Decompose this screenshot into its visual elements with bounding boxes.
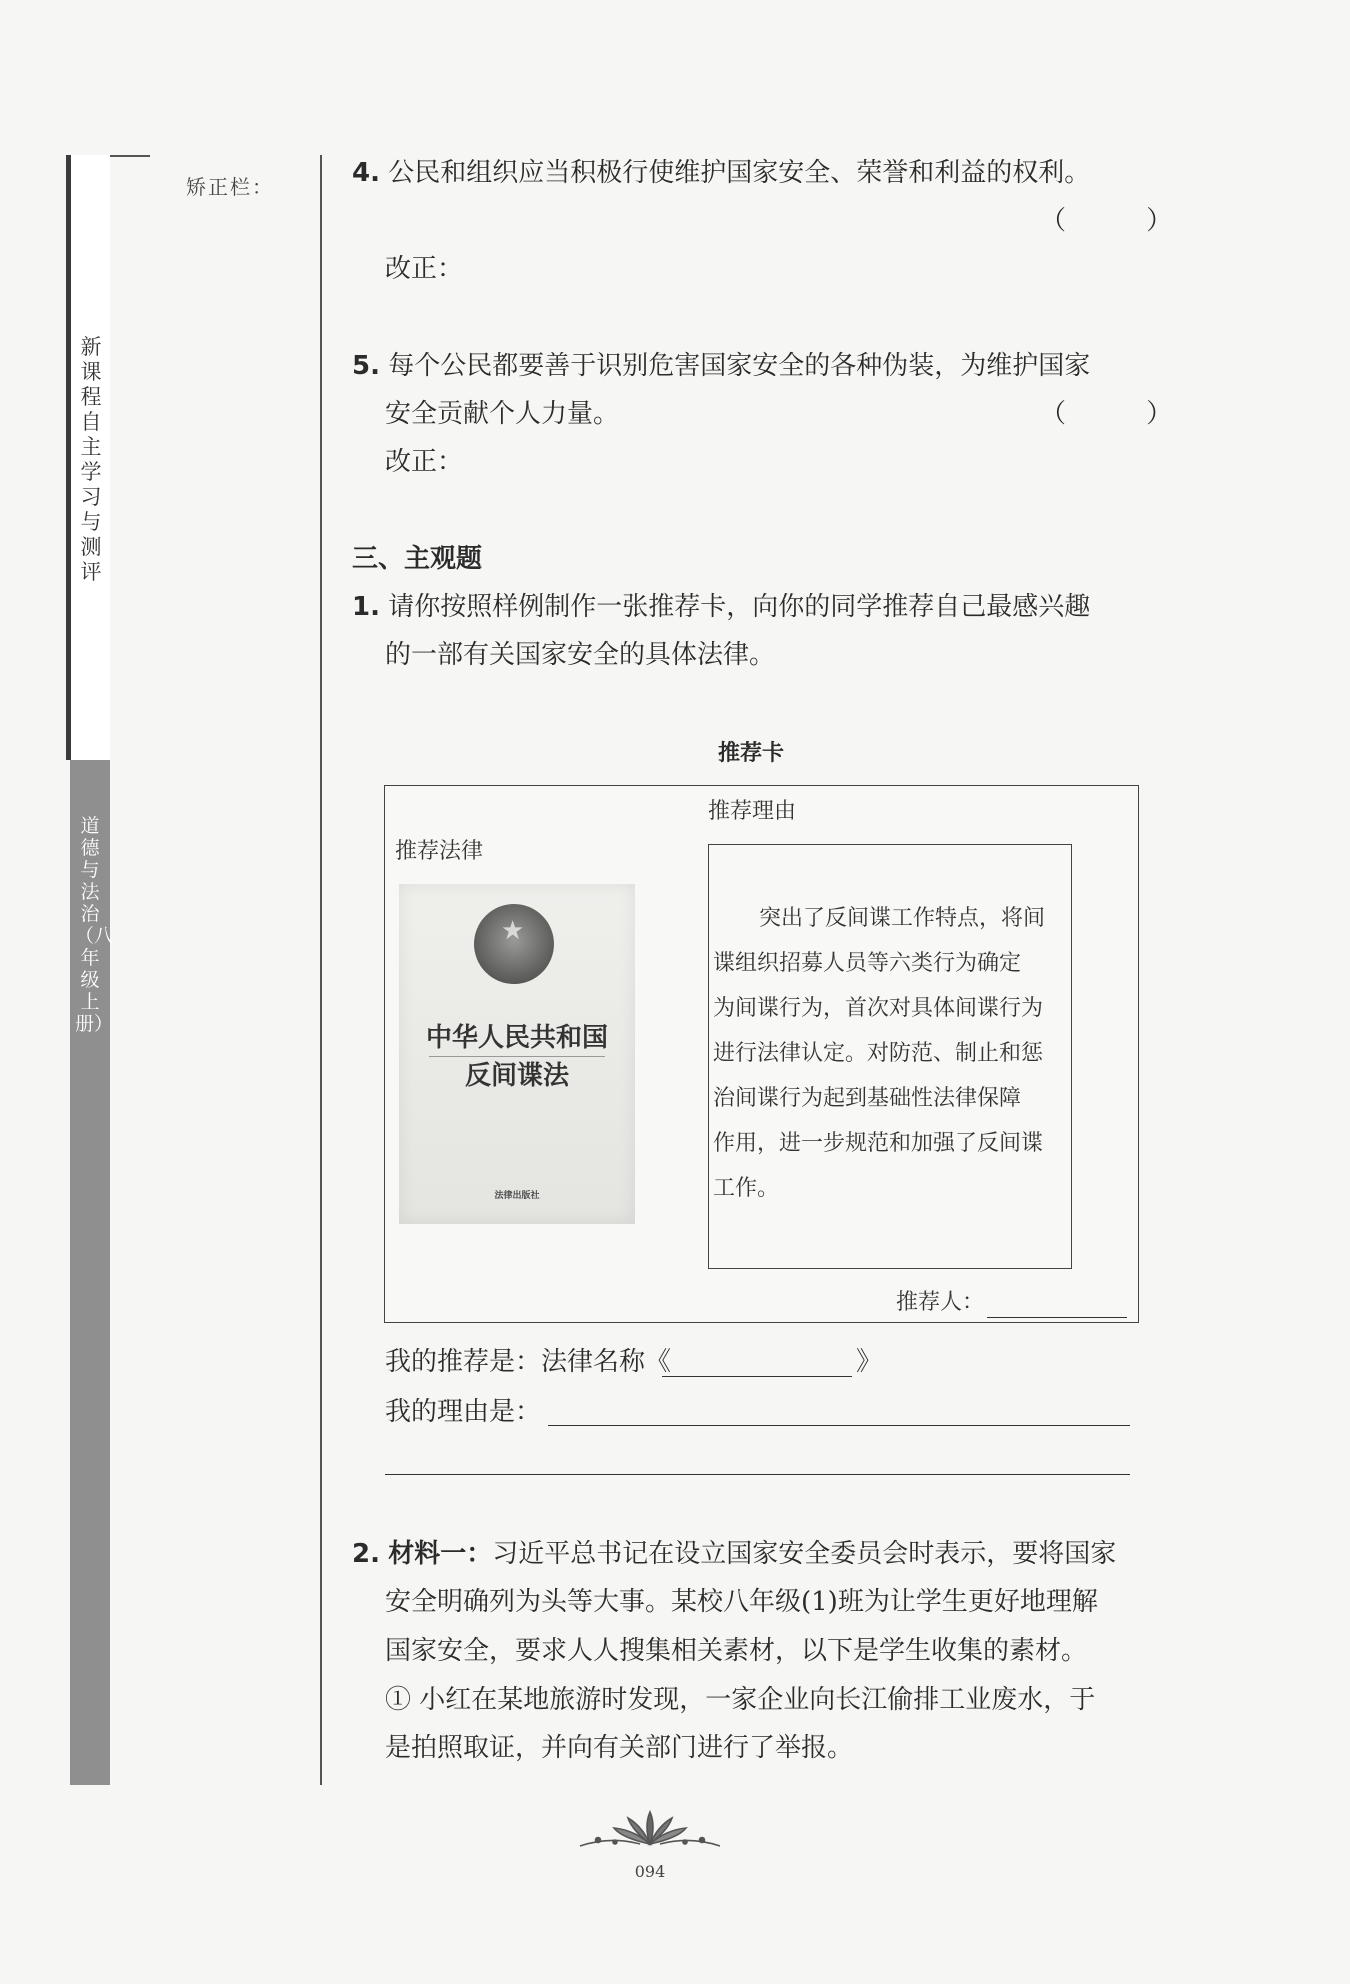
- section-heading: 三、主观题: [352, 544, 483, 574]
- subjective-question-2-line4: ① 小红在某地旅游时发现，一家企业向长江偷排工业废水，于: [385, 1685, 1096, 1715]
- subjective-question-2-number: 2.: [352, 1539, 380, 1569]
- reason-line: 治间谍行为起到基础性法律保障: [713, 1086, 1022, 1111]
- reason-box: [708, 844, 1072, 1269]
- question-5-line1: 每个公民都要善于识别危害国家安全的各种伪装，为维护国家: [388, 351, 1091, 381]
- subjective-question-1-number: 1.: [352, 592, 380, 622]
- series-title: 新课程自主学习与测评: [80, 335, 102, 584]
- question-5-line2: 安全贡献个人力量。: [385, 399, 620, 429]
- question-5-number: 5.: [352, 351, 380, 381]
- card-title: 推荐卡: [718, 741, 785, 766]
- recommender-blank: [987, 1317, 1127, 1318]
- my-reason-label: 我的理由是：: [385, 1397, 542, 1427]
- book-title-line2: 反间谍法: [464, 1061, 569, 1091]
- question-5: [352, 349, 1090, 383]
- correction-label: 矫正栏：: [186, 175, 274, 199]
- material-label: 材料一：: [388, 1539, 493, 1569]
- subjective-question-1: [352, 590, 1090, 624]
- my-recommendation-close: 》: [856, 1347, 883, 1377]
- series-spine: [66, 155, 110, 760]
- page-number: 094: [634, 1862, 666, 1881]
- subjective-question-2-line5: 是拍照取证，并向有关部门进行了举报。: [385, 1733, 854, 1763]
- recommendation-card: [384, 785, 1139, 1323]
- floral-ornament-icon: [570, 1808, 730, 1858]
- correction-column: [110, 155, 322, 1785]
- law-name-blank[interactable]: [662, 1376, 852, 1377]
- reason-line: 进行法律认定。对防范、制止和惩: [713, 1041, 1044, 1066]
- reason-line: 谍组织招募人员等六类行为确定: [713, 951, 1022, 976]
- law-label: 推荐法律: [395, 839, 484, 864]
- reason-line: 作用，进一步规范和加强了反间谍: [713, 1131, 1044, 1156]
- question-4-correction-label: 改正：: [385, 254, 464, 284]
- subjective-question-2-line3: 国家安全，要求人人搜集相关素材，以下是学生收集的素材。: [385, 1636, 1088, 1666]
- reason-blank-line-2[interactable]: [385, 1474, 1130, 1475]
- recommender-label: 推荐人：: [896, 1290, 985, 1315]
- question-5-answer-paren: （ ）: [1040, 399, 1209, 429]
- reason-label: 推荐理由: [708, 799, 797, 824]
- national-emblem-icon: [474, 904, 554, 984]
- question-5-correction-label: 改正：: [385, 447, 464, 477]
- book-publisher: 法律出版社: [494, 1191, 540, 1201]
- subjective-question-2: [352, 1537, 1116, 1571]
- subjective-question-2-line1: 习近平总书记在设立国家安全委员会时表示，要将国家: [492, 1539, 1117, 1569]
- law-book-cover: [399, 884, 635, 1224]
- my-recommendation-label: 我的推荐是：法律名称《: [385, 1347, 672, 1377]
- reason-blank-line-1[interactable]: [548, 1425, 1130, 1426]
- question-4-answer-paren: （ ）: [1040, 206, 1209, 236]
- subjective-question-1-line1: 请你按照样例制作一张推荐卡，向你的同学推荐自己最感兴趣: [388, 592, 1091, 622]
- subjective-question-1-line2: 的一部有关国家安全的具体法律。: [385, 640, 776, 670]
- question-4-text: 公民和组织应当积极行使维护国家安全、荣誉和利益的权利。: [388, 158, 1091, 188]
- subjective-question-2-line2: 安全明确列为头等大事。某校八年级(1)班为让学生更好地理解: [385, 1587, 1098, 1617]
- reason-line: 工作。: [713, 1176, 780, 1201]
- star-icon: ★: [501, 916, 525, 946]
- subject-spine: [70, 760, 114, 1785]
- book-title-divider: [429, 1056, 605, 1057]
- subject-title: 道德与法治（八年级上册）: [75, 815, 114, 1035]
- question-4-number: 4.: [352, 158, 380, 188]
- reason-line: 突出了反间谍工作特点，将间: [759, 906, 1046, 931]
- question-4: [352, 156, 1090, 190]
- reason-line: 为间谍行为，首次对具体间谍行为: [713, 996, 1044, 1021]
- book-title-line1: 中华人民共和国: [425, 1023, 608, 1053]
